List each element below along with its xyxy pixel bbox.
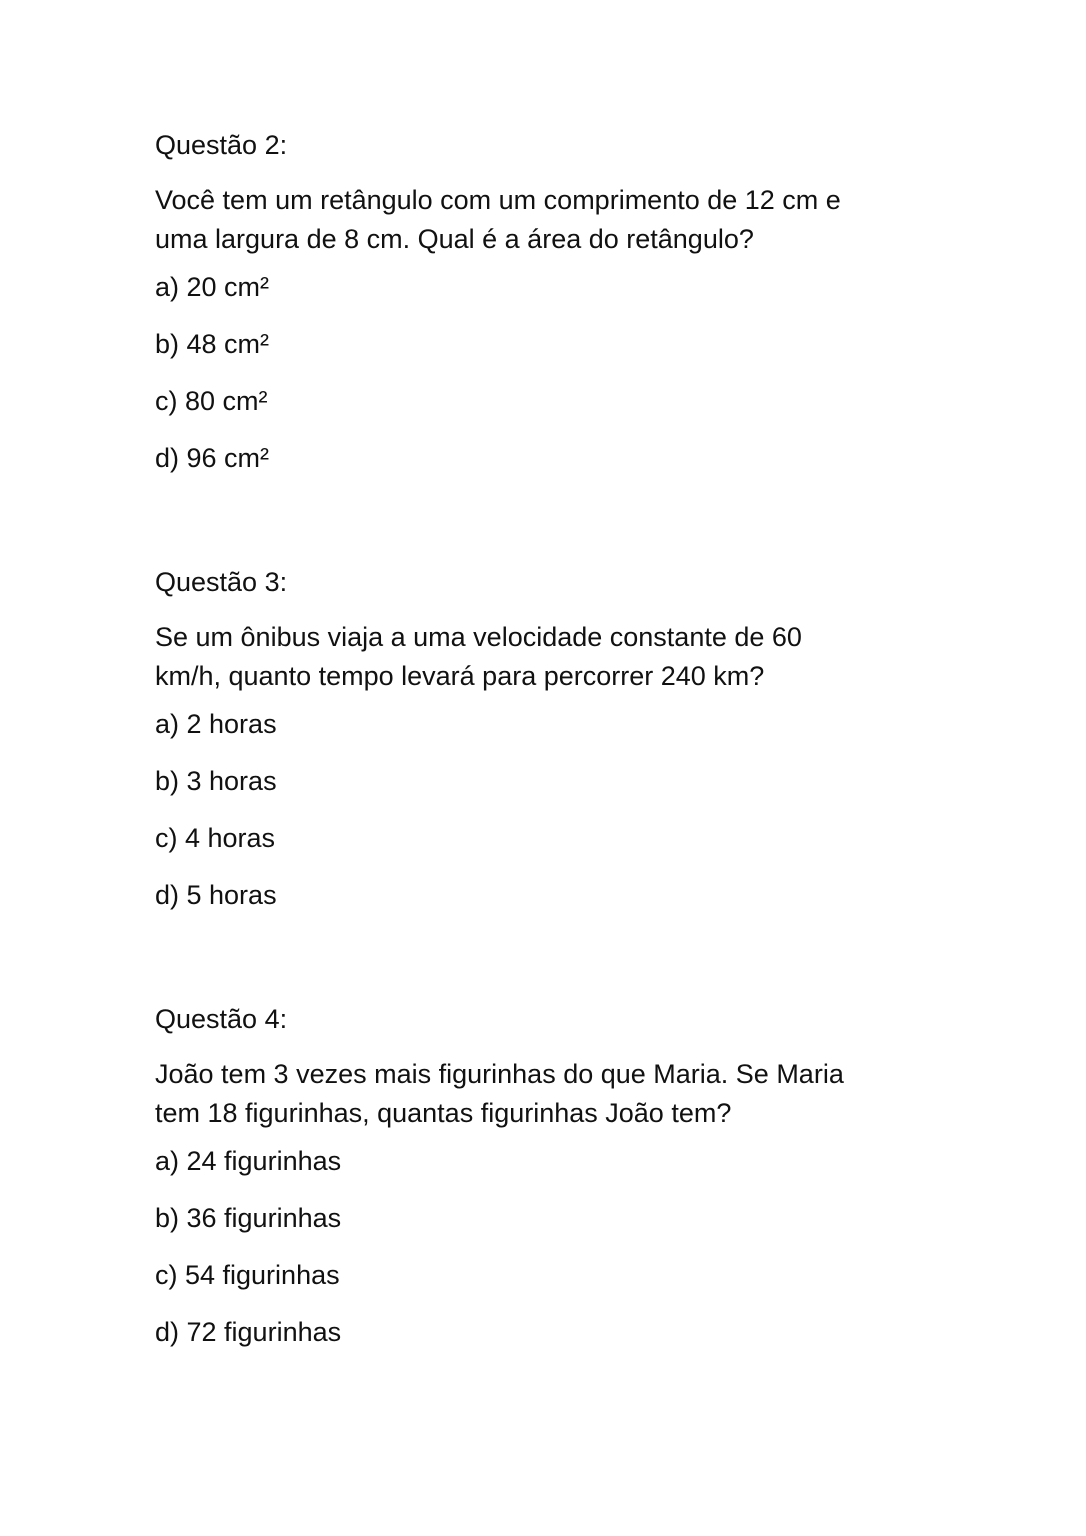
answer-option-a: a) 20 cm² bbox=[155, 272, 270, 302]
question-text bbox=[155, 1055, 915, 1133]
question-title: Questão 2: bbox=[155, 130, 288, 160]
answer-option-b: b) 36 figurinhas bbox=[155, 1203, 342, 1233]
answer-option-c: c) 4 horas bbox=[155, 823, 276, 853]
answer-option-d: d) 96 cm² bbox=[155, 443, 270, 473]
question-text-line: Se um ônibus viaja a uma velocidade constante de 60 bbox=[155, 622, 802, 652]
question-text bbox=[155, 181, 915, 259]
question-text-line: uma largura de 8 cm. Qual é a área do retângulo? bbox=[155, 224, 754, 254]
answer-options bbox=[155, 708, 935, 911]
question-2 bbox=[155, 129, 935, 499]
question-text-line: Você tem um retângulo com um comprimento de 12 cm e bbox=[155, 185, 841, 215]
answer-options bbox=[155, 1145, 935, 1348]
answer-option-b: b) 3 horas bbox=[155, 766, 277, 796]
question-3 bbox=[155, 566, 935, 936]
answer-option-b: b) 48 cm² bbox=[155, 329, 270, 359]
question-text bbox=[155, 618, 915, 696]
answer-option-c: c) 80 cm² bbox=[155, 386, 268, 416]
answer-options bbox=[155, 271, 935, 474]
question-4 bbox=[155, 1003, 935, 1373]
question-text-line: tem 18 figurinhas, quantas figurinhas João tem? bbox=[155, 1098, 732, 1128]
answer-option-a: a) 24 figurinhas bbox=[155, 1146, 342, 1176]
question-text-line: João tem 3 vezes mais figurinhas do que Maria. Se Maria bbox=[155, 1059, 844, 1089]
answer-option-c: c) 54 figurinhas bbox=[155, 1260, 340, 1290]
answer-option-d: d) 5 horas bbox=[155, 880, 277, 910]
answer-option-a: a) 2 horas bbox=[155, 709, 277, 739]
question-text-line: km/h, quanto tempo levará para percorrer 240 km? bbox=[155, 661, 765, 691]
answer-option-d: d) 72 figurinhas bbox=[155, 1317, 342, 1347]
question-title: Questão 4: bbox=[155, 1004, 288, 1034]
question-title: Questão 3: bbox=[155, 567, 288, 597]
